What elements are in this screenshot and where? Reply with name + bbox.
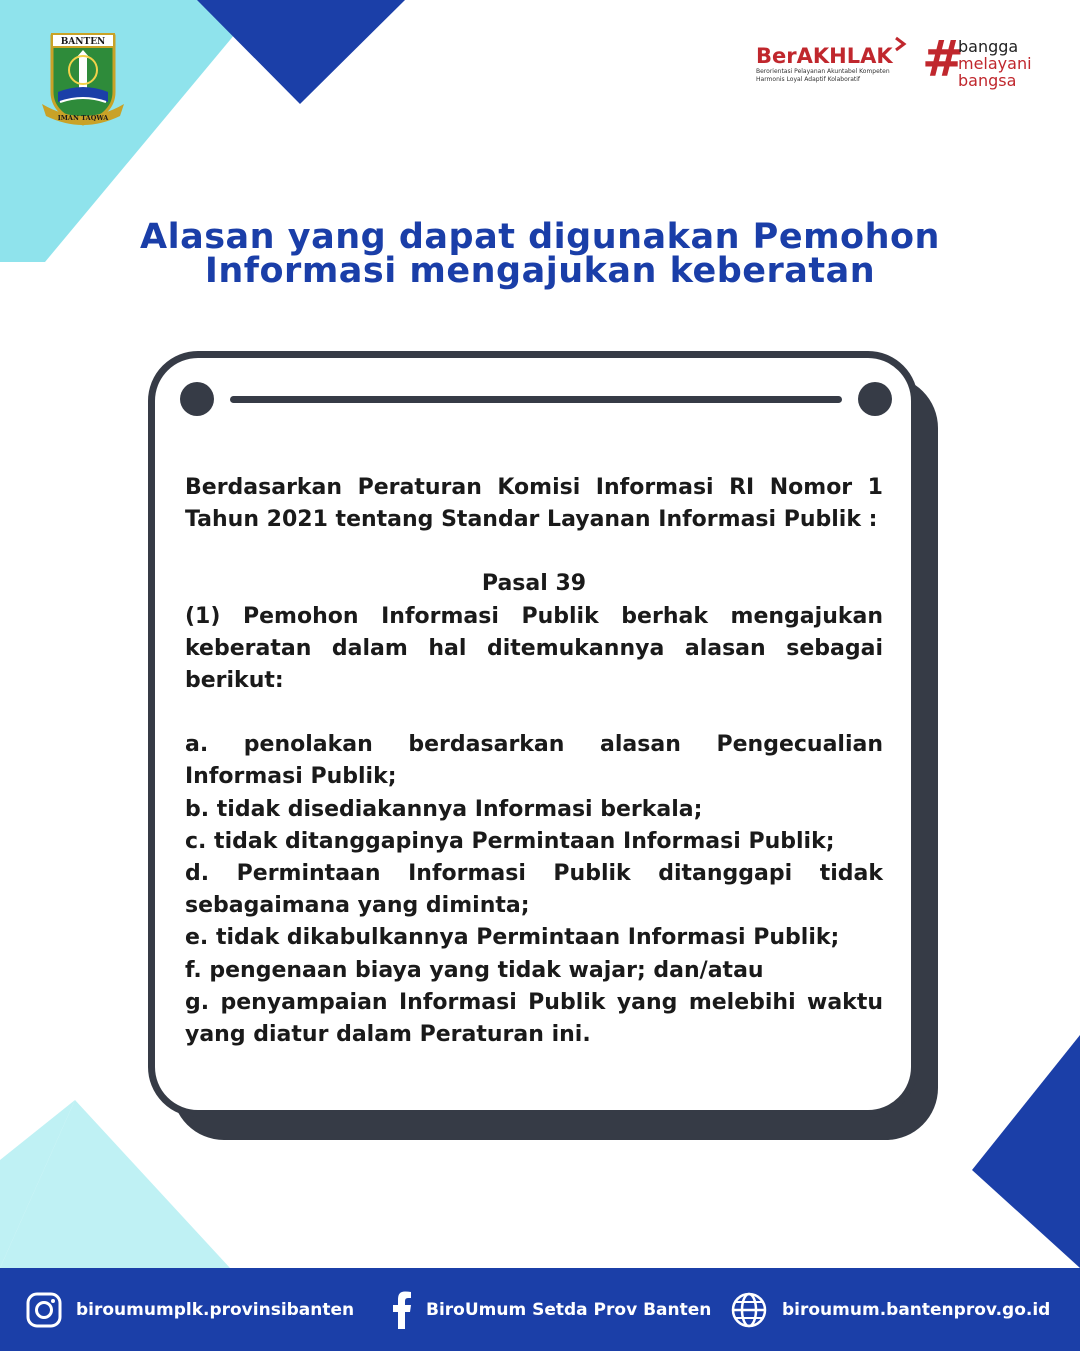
- paragraph-text: (1) Pemohon Informasi Publik berhak mengajukan keberatan dalam hal ditemukannya alasan sebagai berikut:: [185, 603, 883, 694]
- footer-bar: [0, 1268, 1080, 1351]
- website-url: biroumum.bantenprov.go.id: [782, 1299, 1051, 1320]
- berakhlak-title: BerAKHLAK: [756, 44, 893, 68]
- berakhlak-line2: Harmonis Loyal Adaptif Kolaboratif: [756, 76, 861, 83]
- title-line2: Informasi mengajukan keberatan: [204, 251, 876, 291]
- facebook-icon: [392, 1291, 412, 1329]
- bangga-melayani-bangsa-logo: [922, 30, 1052, 92]
- hashtag-symbol: #: [922, 30, 964, 88]
- list-item: c. tidak ditanggapinya Permintaan Informasi Publik;: [185, 828, 835, 854]
- title-line1: Alasan yang dapat digunakan Pemohon: [140, 217, 940, 257]
- berakhlak-line1: Berorientasi Pelayanan Akuntabel Kompeten: [756, 68, 890, 75]
- globe-icon: [730, 1291, 768, 1329]
- card-top-bar: [230, 396, 842, 403]
- hashtag-line1: bangga: [958, 37, 1019, 56]
- facebook-link[interactable]: [392, 1268, 711, 1351]
- card-dot-right: [858, 382, 892, 416]
- svg-text:IMAN TAQWA: IMAN TAQWA: [57, 114, 109, 122]
- intro-text: Berdasarkan Peraturan Komisi Informasi RI Nomor 1 Tahun 2021 tentang Standar Layanan Informasi Publik :: [185, 475, 883, 533]
- chevron-right-icon: [894, 36, 908, 52]
- list-item: a. penolakan berdasarkan alasan Pengecualian Informasi Publik;: [185, 732, 883, 790]
- card-dot-left: [180, 382, 214, 416]
- list-item: e. tidak dikabulkannya Permintaan Informasi Publik;: [185, 925, 840, 951]
- svg-text:BANTEN: BANTEN: [60, 37, 106, 47]
- instagram-handle: biroumumplk.provinsibanten: [76, 1299, 355, 1320]
- page-title: [0, 217, 1080, 291]
- pasal-heading: Pasal 39: [481, 571, 587, 597]
- list-item: g. penyampaian Informasi Publik yang melebihi waktu yang diatur dalam Peraturan ini.: [185, 989, 883, 1048]
- facebook-page: BiroUmum Setda Prov Banten: [426, 1299, 712, 1320]
- list-item: f. pengenaan biaya yang tidak wajar; dan/atau: [185, 957, 764, 983]
- website-link[interactable]: [730, 1268, 1050, 1351]
- list-item: d. Permintaan Informasi Publik ditanggapi tidak sebagaimana yang diminta;: [185, 861, 883, 919]
- list-item: b. tidak disediakannya Informasi berkala;: [185, 796, 703, 822]
- hashtag-line2: melayani: [958, 54, 1032, 73]
- banten-emblem-logo: [38, 30, 128, 130]
- instagram-icon: [26, 1292, 62, 1328]
- card-content: [185, 472, 883, 1051]
- berakhlak-logo: [756, 36, 906, 92]
- instagram-link[interactable]: [26, 1268, 354, 1351]
- hashtag-line3: bangsa: [958, 71, 1017, 90]
